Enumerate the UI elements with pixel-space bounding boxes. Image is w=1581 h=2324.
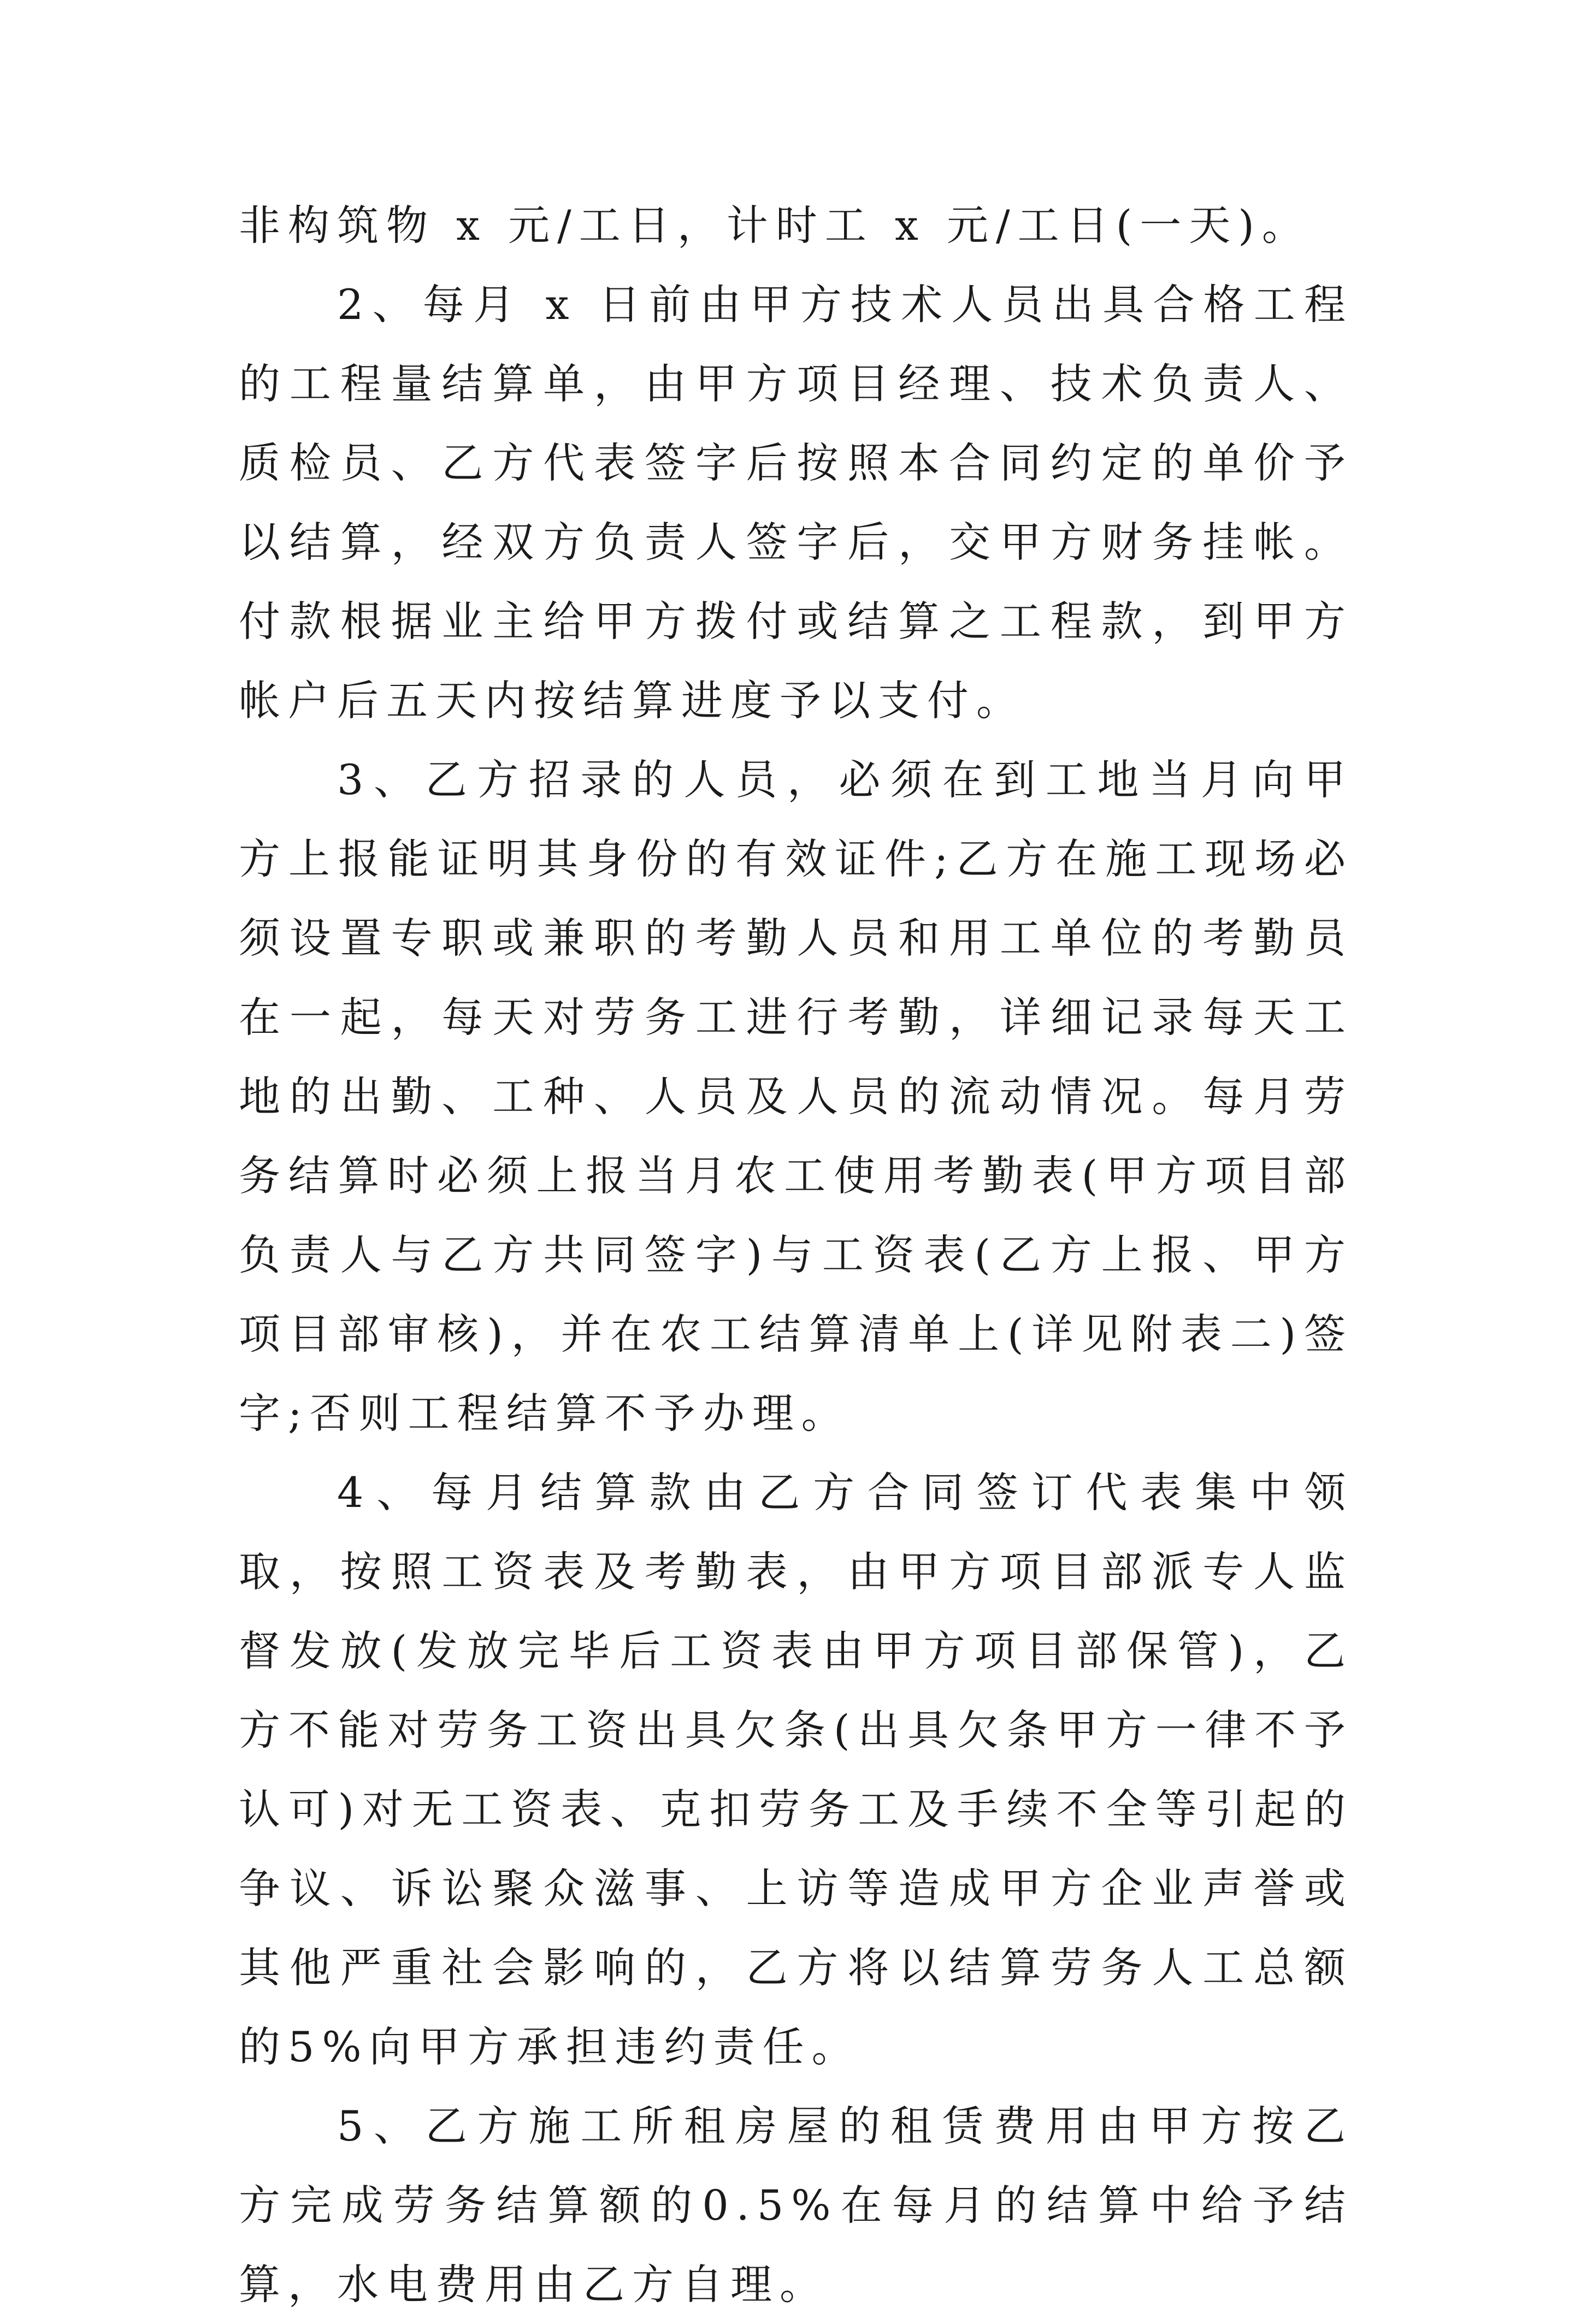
- paragraph-2: 2、每月 x 日前由甲方技术人员出具合格工程的工程量结算单，由甲方项目经理、技术负责人、质检员、乙方代表签字后按照本合同约定的单价予以结算，经双方负责人签字后，交甲方财务挂帐。付款根据业主给甲方拨付或结算之工程款，到甲方帐户后五天内按结算进度予以支付。: [239, 280, 1353, 725]
- paragraph-1: 非构筑物 x 元/工日，计时工 x 元/工日(一天)。: [239, 201, 1311, 250]
- paragraph-3: 3、乙方招录的人员，必须在到工地当月向甲方上报能证明其身份的有效证件;乙方在施工现场必须设置专职或兼职的考勤人员和用工单位的考勤员在一起，每天对劳务工进行考勤，详细记录每天工地的出勤、工种、人员及人员的流动情况。每月劳务结算时必须上报当月农工使用考勤表(甲方项目部负责人与乙方共同签字)与工资表(乙方上报、甲方项目部审核)，并在农工结算清单上(详见附表二)签字;否则工程结算不予办理。: [239, 755, 1353, 1438]
- document-body: [239, 186, 1353, 2324]
- paragraph-5: 5、乙方施工所租房屋的租赁费用由甲方按乙方完成劳务结算额的0.5%在每月的结算中给予结算，水电费用由乙方自理。: [239, 2102, 1353, 2309]
- paragraph-4: 4、每月结算款由乙方合同签订代表集中领取，按照工资表及考勤表，由甲方项目部派专人监督发放(发放完毕后工资表由甲方项目部保管)，乙方不能对劳务工资出具欠条(出具欠条甲方一律不予认可)对无工资表、克扣劳务工及手续不全等引起的争议、诉讼聚众滋事、上访等造成甲方企业声誉或其他严重社会影响的，乙方将以结算劳务人工总额的5%向甲方承担违约责任。: [239, 1468, 1353, 2071]
